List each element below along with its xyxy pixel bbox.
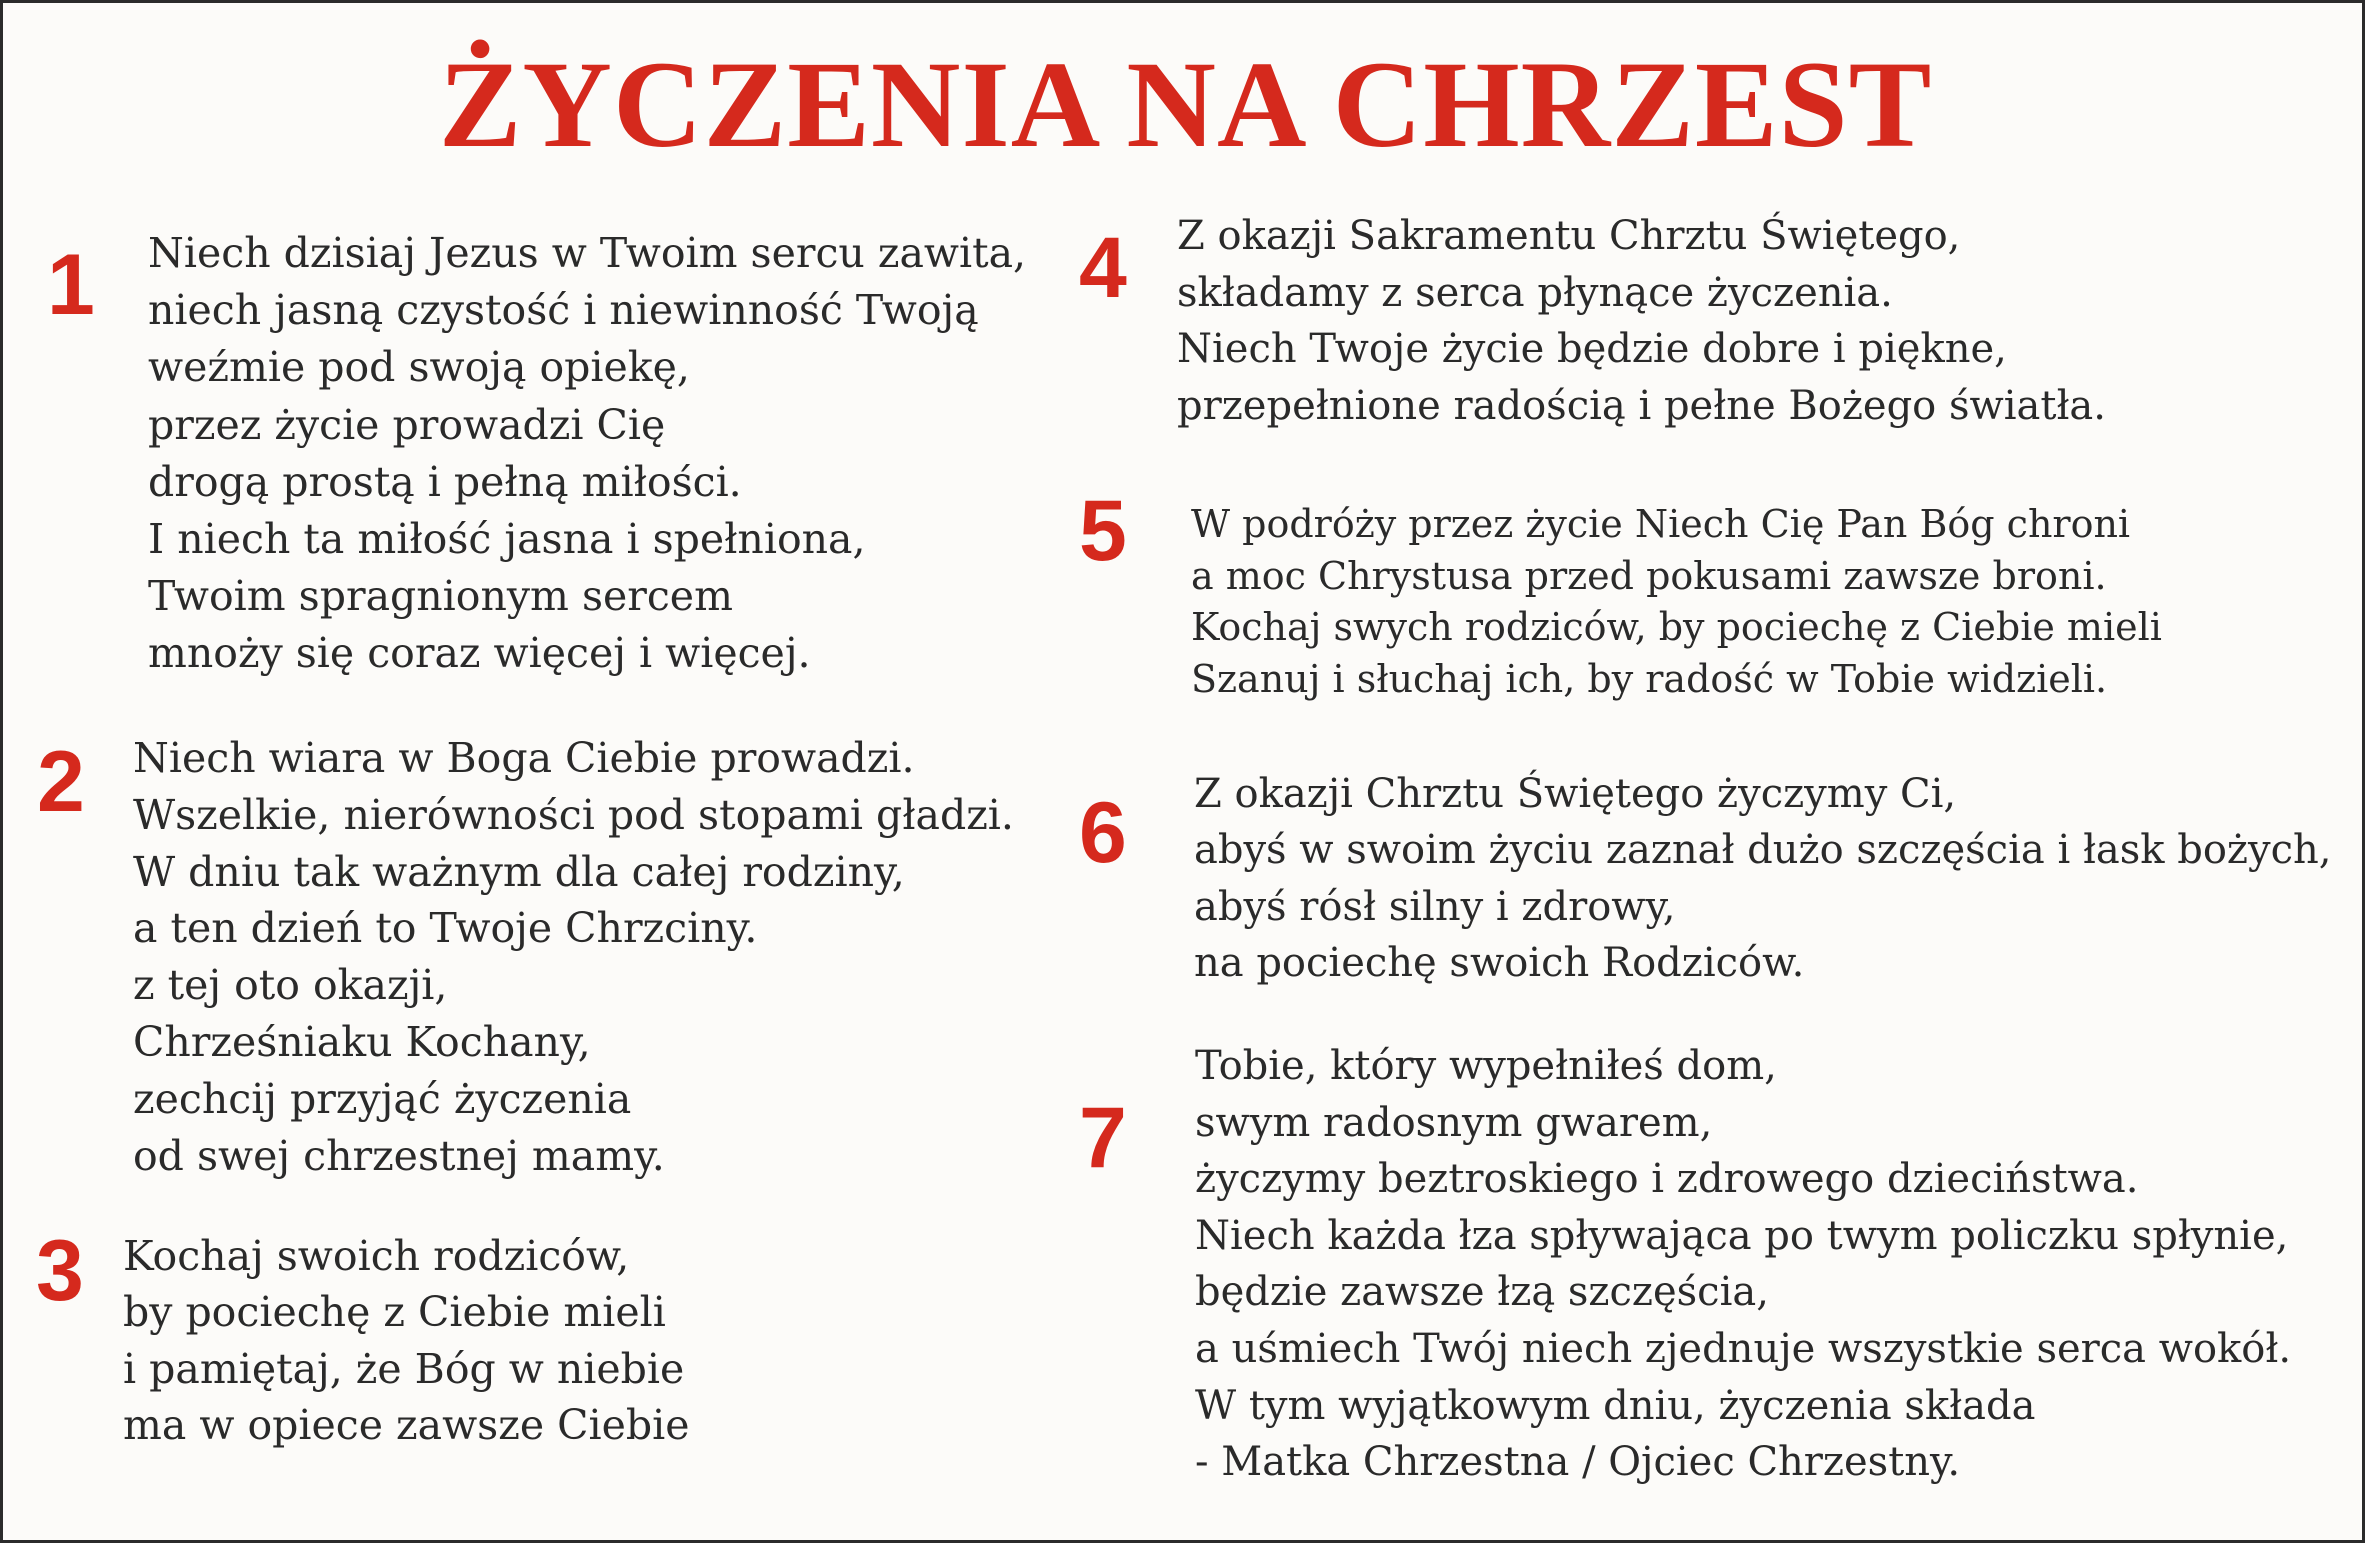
- wish-line: Szanuj i słuchaj ich, by radość w Tobie widzieli.: [1191, 657, 2108, 702]
- wish-text-7: [1195, 1038, 2291, 1491]
- wish-line: W podróży przez życie Niech Cię Pan Bóg chroni: [1191, 502, 2131, 546]
- page-title: ŻYCZENIA NA CHRZEST: [438, 36, 1933, 173]
- wish-number-3: 3: [36, 1223, 84, 1319]
- wish-line: mnoży się coraz więcej i więcej.: [148, 629, 811, 678]
- wish-number-4: 4: [1079, 220, 1127, 316]
- wish-text-5: [1191, 499, 2162, 706]
- wish-text-1: [148, 225, 1026, 683]
- wish-line: weźmie pod swoją opiekę,: [148, 343, 690, 392]
- wish-line: a moc Chrystusa przed pokusami zawsze broni.: [1191, 553, 2107, 598]
- wish-line: na pociechę swoich Rodziców.: [1194, 939, 1805, 986]
- wish-line: abyś rósł silny i zdrowy,: [1194, 883, 1676, 930]
- wish-line: Wszelkie, nierówności pod stopami gładzi.: [133, 790, 1014, 839]
- wish-line: abyś w swoim życiu zaznał dużo szczęścia i łask bożych,: [1194, 827, 2332, 874]
- wish-line: Niech Twoje życie będzie dobre i piękne,: [1177, 326, 2007, 373]
- wish-number-6: 6: [1079, 785, 1127, 881]
- wish-line: z tej oto okazji,: [133, 961, 448, 1010]
- wish-line: I niech ta miłość jasna i spełniona,: [148, 515, 866, 564]
- wish-line: składamy z serca płynące życzenia.: [1177, 269, 1893, 316]
- wish-text-4: [1177, 208, 2106, 435]
- wish-line: swym radosnym gwarem,: [1195, 1099, 1713, 1146]
- wish-line: i pamiętaj, że Bóg w niebie: [123, 1344, 685, 1393]
- wish-line: niech jasną czystość i niewinność Twoją: [148, 286, 979, 335]
- wish-number-2: 2: [37, 734, 85, 830]
- wish-line: a uśmiech Twój niech zjednuje wszystkie serca wokół.: [1195, 1325, 2292, 1372]
- wish-line: by pociechę z Ciebie mieli: [123, 1288, 666, 1337]
- wish-line: Tobie, który wypełniłeś dom,: [1195, 1043, 1777, 1089]
- wish-line: zechcij przyjąć życzenia: [133, 1074, 632, 1123]
- wish-line: Z okazji Sakramentu Chrztu Świętego,: [1177, 213, 1961, 259]
- wish-line: przez życie prowadzi Cię: [148, 400, 666, 449]
- wish-line: Niech każda łza spływająca po twym policzku spłynie,: [1195, 1212, 2289, 1259]
- wish-line: będzie zawsze łzą szczęścia,: [1195, 1269, 1769, 1316]
- wish-text-6: [1194, 766, 2331, 991]
- wish-line: W tym wyjątkowym dniu, życzenia składa: [1195, 1382, 2036, 1429]
- wish-line: - Matka Chrzestna / Ojciec Chrzestny.: [1195, 1439, 1961, 1486]
- wish-line: drogą prostą i pełną miłości.: [148, 457, 742, 506]
- wish-line: Niech dzisiaj Jezus w Twoim sercu zawita,: [148, 229, 1027, 277]
- wish-line: Niech wiara w Boga Ciebie prowadzi.: [133, 734, 915, 782]
- wish-number-1: 1: [47, 237, 95, 333]
- wish-text-2: [133, 730, 1014, 1184]
- wish-line: W dniu tak ważnym dla całej rodziny,: [133, 847, 905, 896]
- wish-line: Z okazji Chrztu Świętego życzymy Ci,: [1194, 771, 1957, 817]
- wish-line: życzymy beztroskiego i zdrowego dzieciństwa.: [1195, 1156, 2139, 1203]
- wish-line: ma w opiece zawsze Ciebie: [123, 1400, 690, 1449]
- wish-number-5: 5: [1079, 483, 1127, 579]
- wish-line: a ten dzień to Twoje Chrzciny.: [133, 904, 758, 953]
- wish-line: od swej chrzestnej mamy.: [133, 1131, 665, 1180]
- wish-line: Kochaj swych rodziców, by pociechę z Ciebie mieli: [1191, 605, 2162, 650]
- wish-line: Chrześniaku Kochany,: [133, 1017, 591, 1066]
- wish-number-7: 7: [1079, 1090, 1127, 1186]
- wish-line: Kochaj swoich rodziców,: [123, 1232, 630, 1280]
- wish-line: przepełnione radością i pełne Bożego światła.: [1177, 383, 2106, 430]
- wish-text-3: [123, 1228, 690, 1453]
- wish-line: Twoim spragnionym sercem: [148, 572, 733, 621]
